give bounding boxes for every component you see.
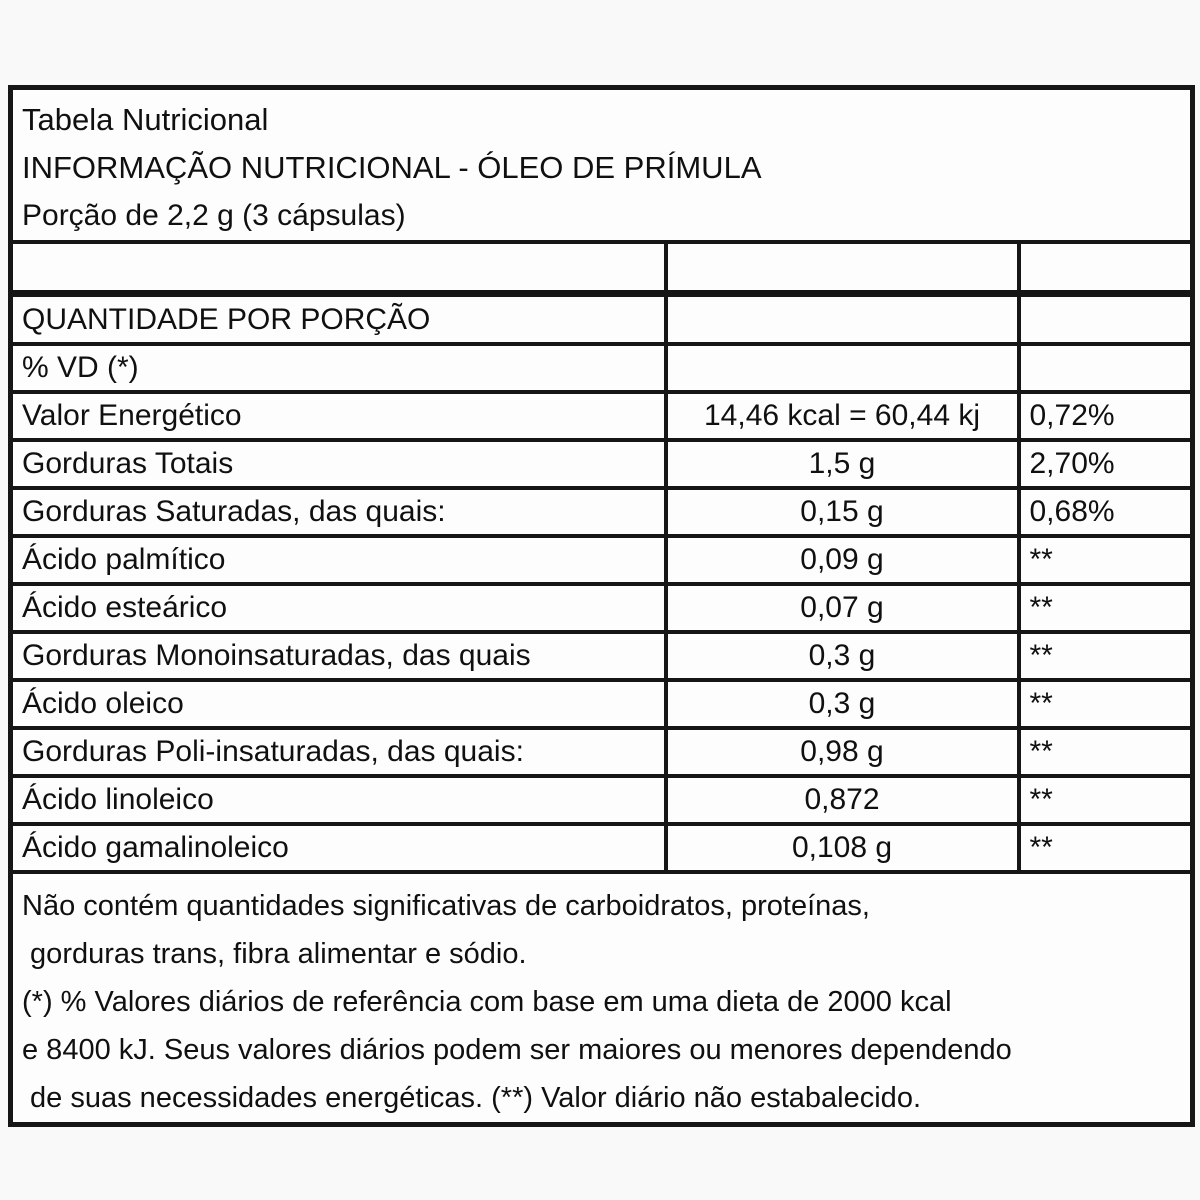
row-amount-cell: 0,09 g (666, 536, 1019, 584)
row-label-cell: Ácido gamalinoleico (11, 824, 666, 872)
row-label-cell: Gorduras Poli-insaturadas, das quais: (11, 728, 666, 776)
row-vd-cell: ** (1019, 728, 1193, 776)
footnote-no-significant-amounts: Não contém quantidades significativas de carboidratos, proteínas, (22, 890, 870, 922)
footnote-daily-values-reference-2: e 8400 kJ. Seus valores diários podem ser maiores ou menores dependendo (22, 1034, 1012, 1066)
serving-size: Porção de 2,2 g (3 cápsulas) (22, 199, 406, 232)
table-subtitle: INFORMAÇÃO NUTRICIONAL - ÓLEO DE PRÍMULA (22, 150, 762, 185)
row-label-cell: Ácido esteárico (11, 584, 666, 632)
row-amount-cell: 0,07 g (666, 584, 1019, 632)
table-row-gorduras-saturadas (11, 488, 1193, 536)
row-amount-cell: 0,108 g (666, 824, 1019, 872)
table-header-cell (11, 88, 1193, 243)
table-row-gorduras-monoinsaturadas (11, 632, 1193, 680)
table-row-acido-oleico (11, 680, 1193, 728)
row-label-cell: Gorduras Totais (11, 440, 666, 488)
footnote-no-significant-amounts-2: gorduras trans, fibra alimentar e sódio. (22, 938, 527, 970)
table-header-row (11, 88, 1193, 243)
footnotes-cell (11, 872, 1193, 1125)
daily-value-vd-cell (1019, 344, 1193, 392)
row-label-cell: Ácido oleico (11, 680, 666, 728)
row-amount-cell: 1,5 g (666, 440, 1019, 488)
table-row-acido-linoleico (11, 776, 1193, 824)
table-row-gorduras-poli-insaturadas (11, 728, 1193, 776)
spacer-amount-cell (666, 242, 1019, 294)
table-row-gorduras-totais (11, 440, 1193, 488)
row-vd-cell: ** (1019, 824, 1193, 872)
daily-value-amount-cell (666, 344, 1019, 392)
section-row-quantity (11, 294, 1193, 345)
row-vd-cell: 0,68% (1019, 488, 1193, 536)
row-label-cell: Ácido palmítico (11, 536, 666, 584)
table-row-acido-palmitico (11, 536, 1193, 584)
row-vd-cell: ** (1019, 536, 1193, 584)
footnote-daily-values-reference: (*) % Valores diários de referência com base em uma dieta de 2000 kcal (22, 986, 952, 1018)
row-label-cell: Ácido linoleico (11, 776, 666, 824)
table-row-valor-energetico (11, 392, 1193, 440)
row-amount-cell: 0,15 g (666, 488, 1019, 536)
quantity-per-serving-label: QUANTIDADE POR PORÇÃO (11, 294, 666, 345)
row-amount-cell: 14,46 kcal = 60,44 kj (666, 392, 1019, 440)
spacer-label-cell (11, 242, 666, 294)
table-row-acido-estearico (11, 584, 1193, 632)
spacer-row (11, 242, 1193, 294)
footnote-daily-values-reference-3: de suas necessidades energéticas. (**) Valor diário não estabalecido. (22, 1082, 921, 1114)
row-vd-cell: ** (1019, 776, 1193, 824)
row-amount-cell: 0,3 g (666, 680, 1019, 728)
row-vd-cell: ** (1019, 680, 1193, 728)
row-label-cell: Gorduras Saturadas, das quais: (11, 488, 666, 536)
daily-value-label: % VD (*) (11, 344, 666, 392)
row-amount-cell: 0,872 (666, 776, 1019, 824)
spacer-vd-cell (1019, 242, 1193, 294)
row-vd-cell: 0,72% (1019, 392, 1193, 440)
footnotes-row (11, 872, 1193, 1125)
table-row-acido-gamalinoleico (11, 824, 1193, 872)
quantity-amount-cell (666, 294, 1019, 345)
row-vd-cell: 2,70% (1019, 440, 1193, 488)
section-row-daily-value (11, 344, 1193, 392)
row-label-cell: Valor Energético (11, 392, 666, 440)
row-vd-cell: ** (1019, 584, 1193, 632)
table-title: Tabela Nutricional (22, 102, 269, 137)
row-label-cell: Gorduras Monoinsaturadas, das quais (11, 632, 666, 680)
row-amount-cell: 0,3 g (666, 632, 1019, 680)
quantity-vd-cell (1019, 294, 1193, 345)
nutrition-table (8, 85, 1195, 1127)
row-amount-cell: 0,98 g (666, 728, 1019, 776)
row-vd-cell: ** (1019, 632, 1193, 680)
